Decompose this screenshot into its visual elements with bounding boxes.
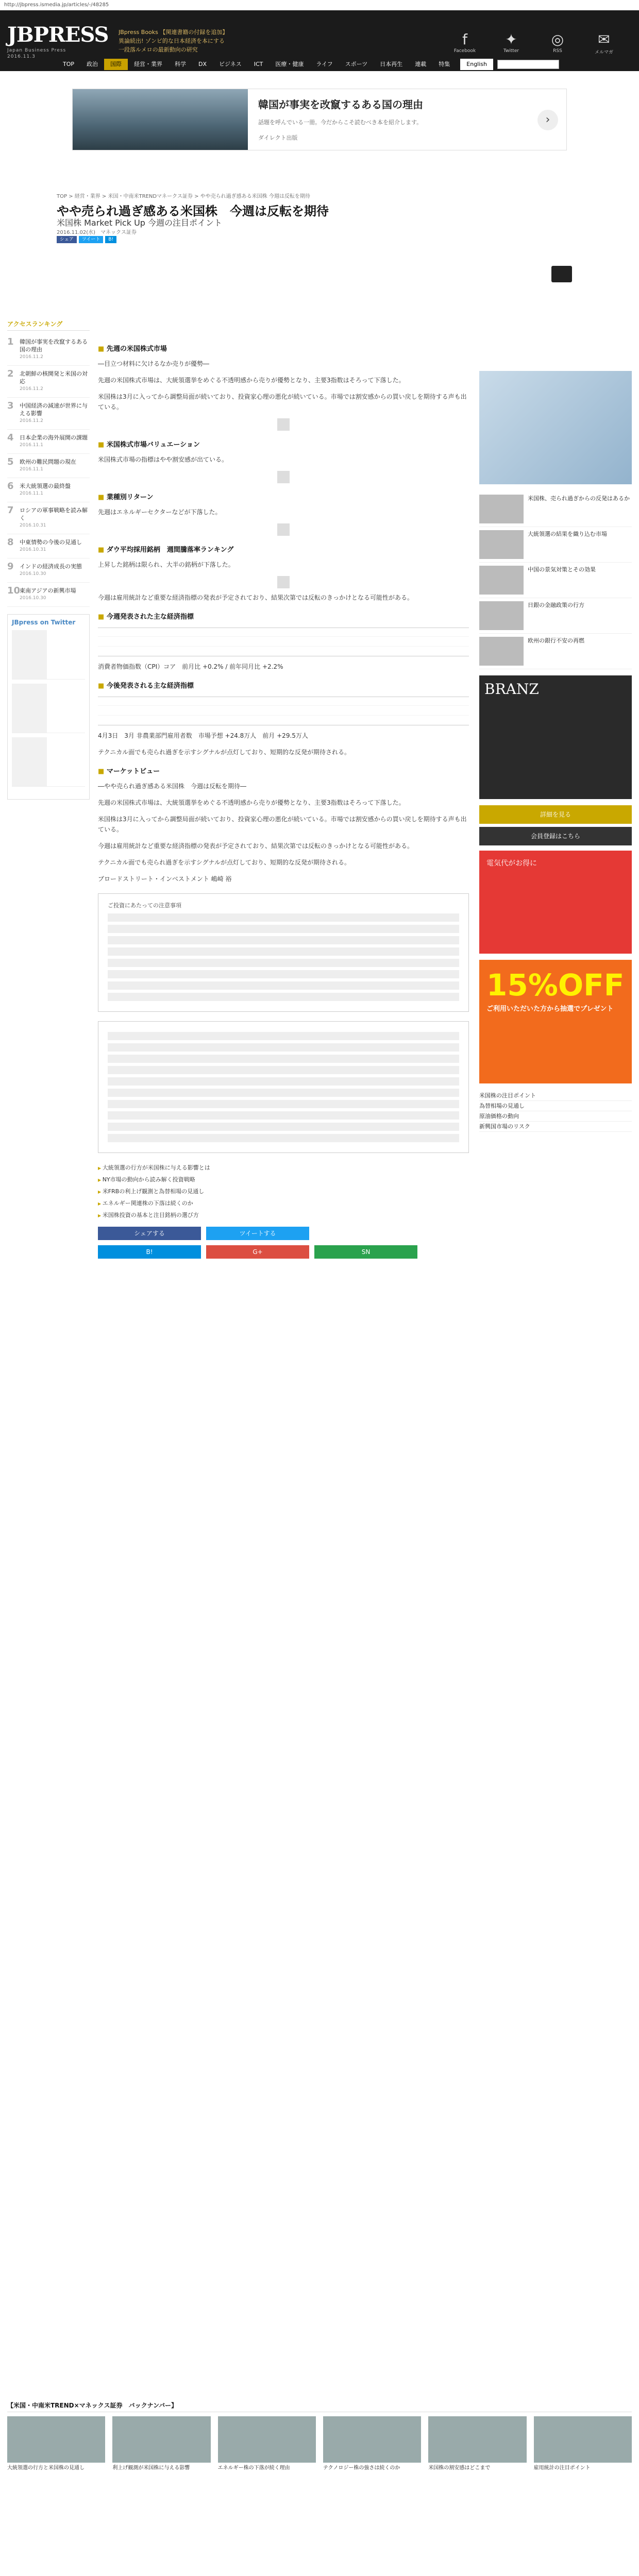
- rank-number: 10: [7, 585, 21, 596]
- card-title: エネルギー株の下落が続く理由: [217, 2465, 290, 2471]
- paragraph: 今週は雇用統計など重要な経済指標の発表が予定されており、結果次第では反転のきっかけとなる可能性がある。: [98, 594, 414, 601]
- nav-sports[interactable]: スポーツ: [345, 61, 368, 67]
- ranking-item[interactable]: [7, 478, 90, 502]
- disclaimer-line: [108, 1043, 459, 1052]
- disclaimer-line: [108, 981, 459, 990]
- rank-number: 3: [7, 400, 14, 411]
- right-sidebar: [479, 371, 632, 1132]
- section-heading: ■ 今後発表される主な経済指標: [98, 681, 469, 691]
- disclaimer-line: [108, 970, 459, 978]
- nav-dx[interactable]: DX: [198, 61, 207, 67]
- twitter-link[interactable]: [497, 31, 526, 55]
- share-google-button[interactable]: G+: [206, 1245, 309, 1259]
- section-heading: ■ 先週の米国株式市場: [98, 344, 469, 354]
- nav-life[interactable]: ライフ: [316, 61, 333, 67]
- related-link[interactable]: ▶ 米FRBの利上げ観測と為替相場の見通し: [98, 1186, 469, 1198]
- card-image: [323, 2416, 421, 2463]
- rank-number: 4: [7, 432, 14, 443]
- disclaimer-line: [108, 925, 459, 933]
- orange-ad-text: ご利用いただいた方から抽選でプレゼント: [486, 1005, 614, 1013]
- disclaimer-line: [108, 936, 459, 944]
- ranking-item[interactable]: [7, 398, 90, 430]
- url-bar: http://jbpress.ismedia.jp/articles/-/48285: [0, 0, 639, 10]
- ad-image: [73, 89, 248, 150]
- orange-ad[interactable]: [479, 960, 632, 1083]
- tweet[interactable]: [12, 737, 85, 787]
- disclaimer-box: [98, 893, 469, 1012]
- disclaimer-line: [108, 947, 459, 956]
- section-text: 先週はエネルギーセクターなどが下落した。: [98, 509, 222, 516]
- section-heading: ■ 今週発表された主な経済指標: [98, 612, 469, 622]
- twitter-icon: ✦: [505, 31, 517, 48]
- chart-image: [277, 523, 290, 536]
- mail-link[interactable]: [590, 31, 618, 55]
- details-button[interactable]: 詳細を見る: [479, 805, 632, 824]
- sidebar-article[interactable]: [479, 527, 632, 563]
- card-title: 雇用統計の注目ポイント: [533, 2465, 591, 2471]
- sidebar-link[interactable]: 為替相場の見通し: [479, 1101, 632, 1111]
- rank-date: 2016.11.2: [20, 354, 43, 360]
- main-nav: [57, 59, 639, 70]
- orange-ad-big: 15%OFF: [486, 968, 625, 1003]
- rank-date: 2016.10.31: [20, 547, 46, 552]
- breadcrumb: TOP > 経営・業界 > 米国・中南米TRENDマネークス証券 > やや売られ過ぎ感ある米国株 今週は反転を期待: [57, 194, 310, 199]
- card-image: [7, 2416, 105, 2463]
- twitter-heading: JBpress on Twitter: [12, 619, 76, 626]
- nav-japan[interactable]: 日本再生: [380, 61, 403, 67]
- rank-date: 2016.11.2: [20, 418, 43, 423]
- chevron-right-icon[interactable]: ›: [537, 110, 558, 130]
- rank-date: 2016.10.30: [20, 571, 46, 577]
- rank-title: 中国経済の減速が世界に与える影響: [20, 402, 88, 417]
- article-card[interactable]: [112, 2416, 210, 2472]
- thumbnail: [479, 495, 524, 523]
- headline-1[interactable]: JBpress Books 【関連書籍の付録を追加】: [119, 29, 228, 36]
- section-heading: ■ 米国株式市場バリュエーション: [98, 440, 469, 450]
- related-links: [98, 1162, 469, 1222]
- date-text: 2016.11.02(水): [57, 230, 96, 235]
- section-heading: ■ マーケットビュー: [98, 767, 469, 777]
- chart-image: [277, 471, 290, 483]
- thumbnail: [479, 566, 524, 595]
- card-title: 米国株の割安感はどこまで: [428, 2465, 491, 2471]
- facebook-link[interactable]: [450, 31, 479, 55]
- left-column: [7, 319, 90, 800]
- sidebar-list: [479, 492, 632, 669]
- author-text[interactable]: マネックス証券: [100, 230, 137, 235]
- ad-title: 韓国が事実を改竄するある国の理由: [258, 98, 423, 111]
- nav-health[interactable]: 医療・健康: [275, 61, 304, 67]
- tweet[interactable]: [12, 684, 85, 733]
- disclaimer-box: [98, 1021, 469, 1153]
- facebook-label: Facebook: [453, 48, 476, 54]
- disclaimer-heading: ご投資にあたっての注意事項: [108, 902, 181, 909]
- share-bar: [57, 236, 116, 243]
- site-logo[interactable]: [7, 23, 108, 59]
- disclaimer-line: [108, 1123, 459, 1131]
- headline-2[interactable]: 異論続出! ゾンビ的な日本経済を本にする: [119, 38, 225, 44]
- disclaimer-line: [108, 1032, 459, 1040]
- nav-series[interactable]: 連載: [415, 61, 427, 67]
- nav-science[interactable]: 科学: [175, 61, 187, 67]
- section-text: 4月3日 3月 非農業部門雇用者数 市場予想 +24.8万人 前月 +29.5万人: [98, 732, 308, 739]
- section-heading: 【米国・中南米TREND×マネックス証券 バックナンバー】: [7, 2401, 632, 2412]
- rank-number: 8: [7, 537, 14, 548]
- black-ad[interactable]: BRANZ: [479, 675, 632, 799]
- share-twitter-button[interactable]: ツイートする: [206, 1227, 309, 1240]
- rank-number: 9: [7, 561, 14, 572]
- indicator-table: [98, 628, 469, 656]
- backnumber-section: [7, 2401, 632, 2472]
- share-facebook[interactable]: シェア: [57, 236, 77, 243]
- ad-desc: 話題を呼んでいる一冊。今だからこそ読むべき本を紹介します。: [258, 119, 423, 126]
- disclaimer-line: [108, 993, 459, 1001]
- card-image: [112, 2416, 210, 2463]
- rank-date: 2016.11.1: [20, 443, 43, 448]
- paragraph: 米国株は3月に入ってから調整局面が続いており、投資家心理の悪化が続いている。市場では割安感からの買い戻しを期待する声も出ている。: [98, 816, 467, 833]
- nav-english[interactable]: English: [460, 59, 493, 70]
- rank-title: 東南アジアの新興市場: [20, 587, 76, 594]
- thumbnail: [479, 601, 524, 630]
- disclaimer-line: [108, 1100, 459, 1108]
- card-title: 利上げ観測が米国株に与える影響: [112, 2465, 190, 2471]
- share-facebook-button[interactable]: シェアする: [98, 1227, 201, 1240]
- nav-business[interactable]: 経営・業界: [134, 61, 163, 67]
- related-link[interactable]: ▶ エネルギー関連株の下落は続くのか: [98, 1198, 469, 1210]
- thumbnail: [479, 530, 524, 559]
- disclaimer-line: [108, 1066, 459, 1074]
- article-card[interactable]: [534, 2416, 632, 2472]
- rank-date: 2016.11.1: [20, 467, 43, 472]
- facebook-icon: f: [462, 31, 467, 48]
- indicator-table: [98, 697, 469, 725]
- sidebar-link[interactable]: 米国株の注目ポイント: [479, 1091, 632, 1101]
- share-twitter[interactable]: ツイート: [79, 236, 104, 243]
- top-ad[interactable]: [72, 89, 567, 150]
- rank-title: 欧州の難民問題の現在: [20, 459, 76, 465]
- section-text: 米国株式市場の指標はやや割安感が出ている。: [98, 456, 228, 463]
- paragraph: テクニカル面でも売られ過ぎを示すシグナルが点灯しており、短期的な反発が期待される。: [98, 859, 350, 866]
- rank-title: ロシアの軍事戦略を読み解く: [20, 507, 88, 521]
- card-image: [218, 2416, 316, 2463]
- sidebar-banner[interactable]: [479, 371, 632, 484]
- card-image: [534, 2416, 632, 2463]
- thumbnail: [479, 637, 524, 666]
- mail-icon: ✉: [598, 31, 610, 48]
- article-card[interactable]: [218, 2416, 316, 2472]
- nav-biz[interactable]: ビジネス: [219, 61, 242, 67]
- twitter-widget[interactable]: [7, 614, 90, 800]
- paragraph: テクニカル面でも売られ過ぎを示すシグナルが点灯しており、短期的な反発が期待される。: [98, 749, 350, 756]
- logo-sub: Japan Business Press: [7, 48, 66, 53]
- logo-text: JBPRESS: [7, 23, 109, 47]
- sidebar-article[interactable]: [479, 492, 632, 527]
- sidebar-links: [479, 1091, 632, 1132]
- headline-3[interactable]: 一段落ルメロの最新動向の研究: [119, 46, 198, 53]
- section-heading: ■ 業種別リターン: [98, 493, 469, 503]
- nav-international[interactable]: 国際: [104, 59, 128, 70]
- section-text: ―やや売られ過ぎ感ある米国株 今週は反転を期待―: [98, 783, 247, 790]
- chart-image: [277, 418, 290, 431]
- ranking-item[interactable]: [7, 430, 90, 454]
- rank-number: 7: [7, 505, 14, 516]
- article-card[interactable]: [7, 2416, 105, 2472]
- related-link[interactable]: ▶ NY市場の動向から読み解く投資戦略: [98, 1174, 469, 1186]
- analyst-credit: ブロードストリート・インベストメント 嶋崎 裕: [98, 875, 232, 883]
- rss-icon: ◎: [551, 31, 564, 48]
- rank-number: 6: [7, 481, 14, 492]
- sidebar-article-title: 中国の景気対策とその効果: [528, 566, 596, 573]
- sidebar-article-title: 米国株、売られ過ぎからの反発はあるか: [528, 495, 630, 502]
- rss-link[interactable]: [543, 31, 572, 55]
- article-card[interactable]: [323, 2416, 421, 2472]
- article-card[interactable]: [428, 2416, 526, 2472]
- card-image: [428, 2416, 526, 2463]
- paragraph: 米国株は3月に入ってから調整局面が続いており、投資家心理の悪化が続いている。市場では割安感からの買い戻しを期待する声も出ている。: [98, 393, 467, 411]
- sidebar-article[interactable]: [479, 634, 632, 669]
- nav-ict[interactable]: ICT: [254, 61, 263, 67]
- rss-label: RSS: [553, 48, 562, 54]
- rank-date: 2016.11.1: [20, 491, 43, 496]
- rank-title: 韓国が事実を改竄するある国の理由: [20, 338, 88, 353]
- rank-number: 5: [7, 456, 14, 467]
- rank-date: 2016.10.31: [20, 523, 46, 528]
- sidebar-article-title: 欧州の銀行不安の再燃: [528, 637, 584, 644]
- paragraph: 先週の米国株式市場は、大統領選挙をめぐる不透明感から売りが優勢となり、主要3指数はそろって下落した。: [98, 377, 405, 384]
- nav-top[interactable]: TOP: [63, 61, 75, 67]
- disclaimer-line: [108, 1055, 459, 1063]
- sidebar-link[interactable]: 原油価格の動向: [479, 1111, 632, 1122]
- page-subtitle: 米国株 Market Pick Up 今週の注目ポイント: [57, 218, 223, 228]
- paragraph: 今週は雇用統計など重要な経済指標の発表が予定されており、結果次第では反転のきっかけとなる可能性がある。: [98, 842, 414, 850]
- share-buttons-row: [98, 1227, 469, 1240]
- sidebar-article-title: 日銀の金融政策の行方: [528, 602, 584, 608]
- ranking-item[interactable]: [7, 502, 90, 534]
- rank-title: 日本企業の海外展開の課題: [20, 434, 88, 441]
- disclaimer-line: [108, 1134, 459, 1142]
- disclaimer-line: [108, 959, 459, 967]
- ad-source: ダイレクト出版: [258, 134, 298, 141]
- paragraph: 先週の米国株式市場は、大統領選挙をめぐる不透明感から売りが優勢となり、主要3指数はそろって下落した。: [98, 799, 405, 806]
- card-title: テクノロジー株の強さは続くのか: [323, 2465, 400, 2471]
- article-date: [57, 228, 137, 235]
- nav-feature[interactable]: 特集: [439, 61, 450, 67]
- page-title: やや売られ過ぎ感ある米国株 今週は反転を期待: [57, 204, 329, 218]
- rank-date: 2016.10.30: [20, 596, 46, 601]
- rank-title: インドの経済成長の実態: [20, 563, 82, 570]
- ad-text: [248, 89, 566, 150]
- disclaimer-line: [108, 1077, 459, 1086]
- header-headlines: [119, 28, 304, 54]
- sidebar-article[interactable]: [479, 563, 632, 598]
- disclaimer-line: [108, 1089, 459, 1097]
- search-input[interactable]: [497, 60, 559, 69]
- ranking-item[interactable]: [7, 583, 90, 607]
- ranking-item[interactable]: [7, 534, 90, 558]
- share-hatena[interactable]: B!: [105, 236, 116, 243]
- rank-title: 中東情勢の今後の見通し: [20, 539, 82, 546]
- sidebar-link[interactable]: 新興国市場のリスク: [479, 1122, 632, 1132]
- article-body: [98, 335, 469, 1264]
- disclaimer-line: [108, 913, 459, 922]
- share-buttons-row: [98, 1245, 469, 1259]
- ranking-item[interactable]: [7, 558, 90, 583]
- print-icon[interactable]: [551, 266, 572, 282]
- rank-date: 2016.11.2: [20, 386, 43, 392]
- site-header: [0, 10, 639, 71]
- rank-title: 米大統領選の最終盤: [20, 483, 71, 489]
- related-link[interactable]: ▶ 大統領選の行方が米国株に与える影響とは: [98, 1162, 469, 1174]
- ranking-item[interactable]: [7, 454, 90, 478]
- twitter-label: Twitter: [503, 48, 519, 54]
- section-text: 消費者物価指数（CPI）コア 前月比 +0.2% / 前年同月比 +2.2%: [98, 663, 283, 670]
- rank-number: 2: [7, 368, 14, 379]
- logo-date: 2016.11.3: [7, 54, 36, 59]
- ranking-item[interactable]: [7, 366, 90, 398]
- related-link[interactable]: ▶ 米国株投資の基本と注目銘柄の選び方: [98, 1210, 469, 1222]
- sidebar-article[interactable]: [479, 598, 632, 634]
- share-hatena-button[interactable]: B!: [98, 1245, 201, 1259]
- nav-politics[interactable]: 政治: [87, 61, 98, 67]
- section-text: 上昇した銘柄は限られ、大半の銘柄が下落した。: [98, 561, 234, 568]
- chart-image: [277, 576, 290, 588]
- card-title: 大統領選の行方と米国株の見通し: [7, 2465, 85, 2471]
- register-button[interactable]: 会員登録はこちら: [479, 827, 632, 845]
- disclaimer-line: [108, 1111, 459, 1120]
- sidebar-article-title: 大統領選の結果を織り込む市場: [528, 531, 607, 537]
- tweet[interactable]: [12, 630, 85, 680]
- card-grid: [7, 2416, 632, 2472]
- header-icons: [450, 31, 618, 55]
- rank-number: 1: [7, 336, 14, 347]
- ranking-item[interactable]: [7, 334, 90, 366]
- section-text: ―目立つ材料に欠けるなか売りが優勢―: [98, 360, 210, 367]
- rank-title: 北朝鮮の核開発と米国の対応: [20, 370, 88, 385]
- section-heading: ■ ダウ平均採用銘柄 週間騰落率ランキング: [98, 545, 469, 555]
- red-ad[interactable]: 電気代がお得に: [479, 851, 632, 954]
- ranking-heading: アクセスランキング: [7, 319, 90, 331]
- share-sn-button[interactable]: SN: [314, 1245, 417, 1259]
- mail-label: メルマガ: [594, 50, 613, 55]
